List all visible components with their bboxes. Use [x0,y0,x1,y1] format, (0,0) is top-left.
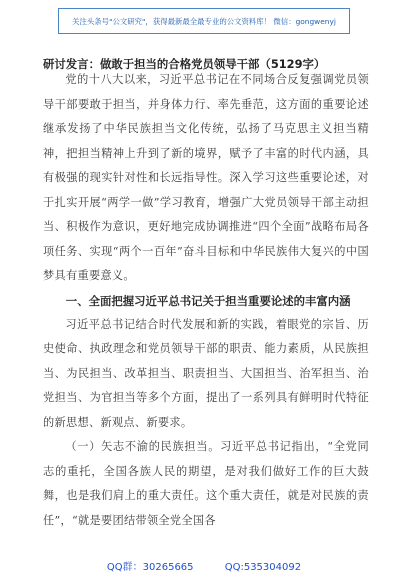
body-paragraph: （一）矢志不渝的民族担当。习近平总书记指出，“全党同志的重托，全国各族人民的期望，是对我们做好工作的巨大鼓舞，也是我们肩上的重大责任。这个重大责任，就是对民族的责任”，“就是要团结带领全党全国各 [43,440,369,527]
banner-text: 关注头条号"公文研究"，获得最新最全最专业的公文资料库！ 微信：gongwenyj [72,16,336,26]
intro-paragraph: 党的十八大以来，习近平总书记在不同场合反复强调党员领导干部要敢于担当，并身体力行、率先垂范，这方面的重要论述继承发扬了中华民族担当文化传统，弘扬了马克思主义担当精神，把担当精神上升到了新的境界，赋予了丰富的时代内涵，具有极强的现实针对性和长远指导性。深入学习这些重要论述，对于扎实开展“两学一做”学习教育，增强广大党员领导干部主动担当、积极作为意识，更好地完成协调推进“四个全面”战略布局各项任务、实现“两个一百年”奋斗目标和中华民族伟大复兴的中国梦具有重要意义。 [43,73,369,282]
document-title: 研讨发言：做敢于担当的合格党员领导干部（5129字） [43,57,326,71]
document-body [43,68,369,533]
footer-contact [0,558,408,573]
footer-qq-group: QQ群：30265665 [106,562,194,573]
section-heading: 一、全面把握习近平总书记关于担当重要论述的丰富内涵 [65,293,351,308]
footer-qq: QQ:535304092 [224,562,302,573]
body-paragraph: 习近平总书记结合时代发展和新的实践，着眼党的宗旨、历史使命、执政理念和党员领导干部的职责、能力素质，从民族担当、为民担当、改革担当、职责担当、大国担当、治军担当、治党担当、为官担当等多个方面，提出了一系列具有鲜明时代特征的新思想、新观点、新要求。 [43,317,369,429]
header-banner [58,8,350,34]
